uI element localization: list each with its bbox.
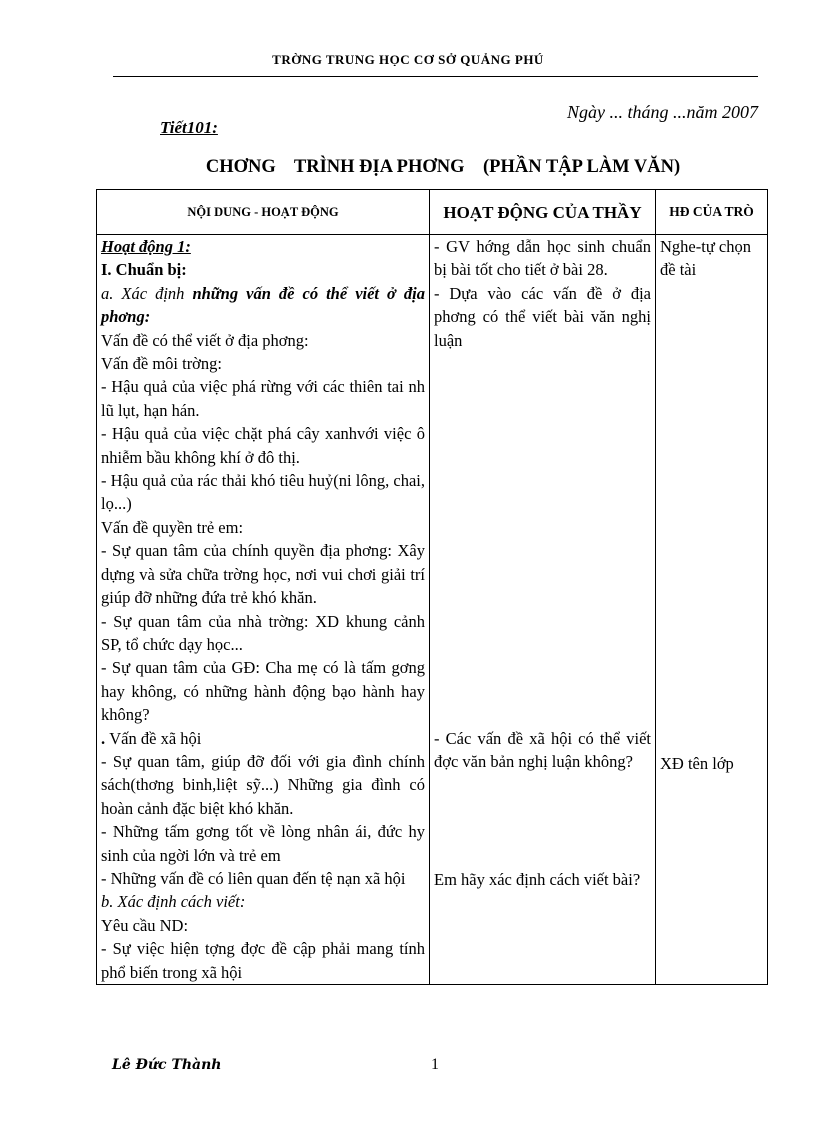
header-content: NỘI DUNG - HOẠT ĐỘNG xyxy=(97,190,430,235)
school-header: TRỜNG TRUNG HỌC CƠ SỞ QUẢNG PHÚ xyxy=(272,52,544,66)
social-heading xyxy=(101,727,425,750)
page-number: 1 xyxy=(431,1056,439,1073)
table-header-row xyxy=(97,190,768,235)
teacher-item: Em hãy xác định cách viết bài? xyxy=(434,869,641,889)
list-item: - Những vấn đề có liên quan đến tệ nạn xã hội xyxy=(101,868,406,888)
list-item: - Sự việc hiện tợng đợc đề cập phải mang tính phổ biến trong xã hội xyxy=(101,939,425,982)
date-line: Ngày ... tháng ...năm 2007 xyxy=(567,102,758,122)
lesson-table xyxy=(96,189,768,985)
subsection-a-prefix: a. Xác định xyxy=(101,283,193,303)
list-item: - Hậu quả của rác thải khó tiêu huỷ(ni lông, chai, lọ...) xyxy=(101,471,425,514)
teacher-item: - GV hớng dẫn học sinh chuẩn bị bài tốt cho tiết ở bài 28. xyxy=(434,237,651,280)
header-teacher: HOẠT ĐỘNG CỦA THẦY xyxy=(430,190,656,235)
teacher-cell xyxy=(430,235,656,985)
activity-heading: Hoạt động 1: xyxy=(101,237,191,256)
list-item: Vấn đề môi trờng: xyxy=(101,354,222,374)
subsection-a-title: những vấn đề có thể viết ở địa phơng: xyxy=(101,283,425,327)
list-item: - Hậu quả của việc chặt phá cây xanhvới việc ô nhiễm bầu không khí ở đô thị. xyxy=(101,424,425,467)
table-row xyxy=(97,235,768,985)
list-item: - Sự quan tâm của nhà trờng: XD khung cảnh SP, tổ chức dạy học... xyxy=(101,611,425,654)
list-item: Vấn đề có thể viết ở địa phơng: xyxy=(101,330,309,350)
teacher-item: - Dựa vào các vấn đề ở địa phơng có thể viết bài văn nghị luận xyxy=(434,283,651,350)
header-divider xyxy=(113,76,758,77)
list-item: - Sự quan tâm, giúp đỡ đối với gia đình chính sách(thơng binh,liệt sỹ...) Những gia đình có hoàn cảnh đặc biệt khó khăn. xyxy=(101,751,425,818)
list-item: - Hậu quả của việc phá rừng với các thiên tai nh lũ lụt, hạn hán. xyxy=(101,377,425,420)
footer-author: Lê Đức Thành xyxy=(112,1057,222,1073)
section-heading: I. Chuẩn bị: xyxy=(101,260,187,280)
student-item: Nghe-tự chọn đề tài xyxy=(660,237,751,280)
subsection-a xyxy=(101,282,425,329)
header-student: HĐ CỦA TRÒ xyxy=(656,190,768,235)
social-label: Vấn đề xã hội xyxy=(109,728,202,748)
list-item: - Sự quan tâm của GĐ: Cha mẹ có là tấm gơng hay không, có những hành động bạo hành hay không? xyxy=(101,658,425,725)
subsection-b: b. Xác định cách viết: xyxy=(101,892,246,912)
content-cell xyxy=(97,235,430,985)
list-item: Yêu cầu ND: xyxy=(101,915,189,935)
teacher-item: - Các vấn đề xã hội có thể viết đợc văn bản nghị luận không? xyxy=(434,729,651,772)
student-cell xyxy=(656,235,768,985)
social-bullet: . xyxy=(101,728,110,748)
lesson-number: Tiết101: xyxy=(160,118,218,137)
page-title: CHƠNG TRÌNH ĐỊA PHƠNG (PHẦN TẬP LÀM VĂN) xyxy=(205,157,681,177)
list-item: - Những tấm gơng tốt về lòng nhân ái, đức hy sinh của ngời lớn và trẻ em xyxy=(101,822,425,865)
list-item: - Sự quan tâm của chính quyền địa phơng: Xây dựng và sửa chữa trờng học, nơi vui chơi giải trí giúp đỡ những đứa trẻ khó khăn. xyxy=(101,541,425,608)
list-item: Vấn đề quyền trẻ em: xyxy=(101,517,244,537)
student-item: XĐ tên lớp xyxy=(660,753,734,773)
